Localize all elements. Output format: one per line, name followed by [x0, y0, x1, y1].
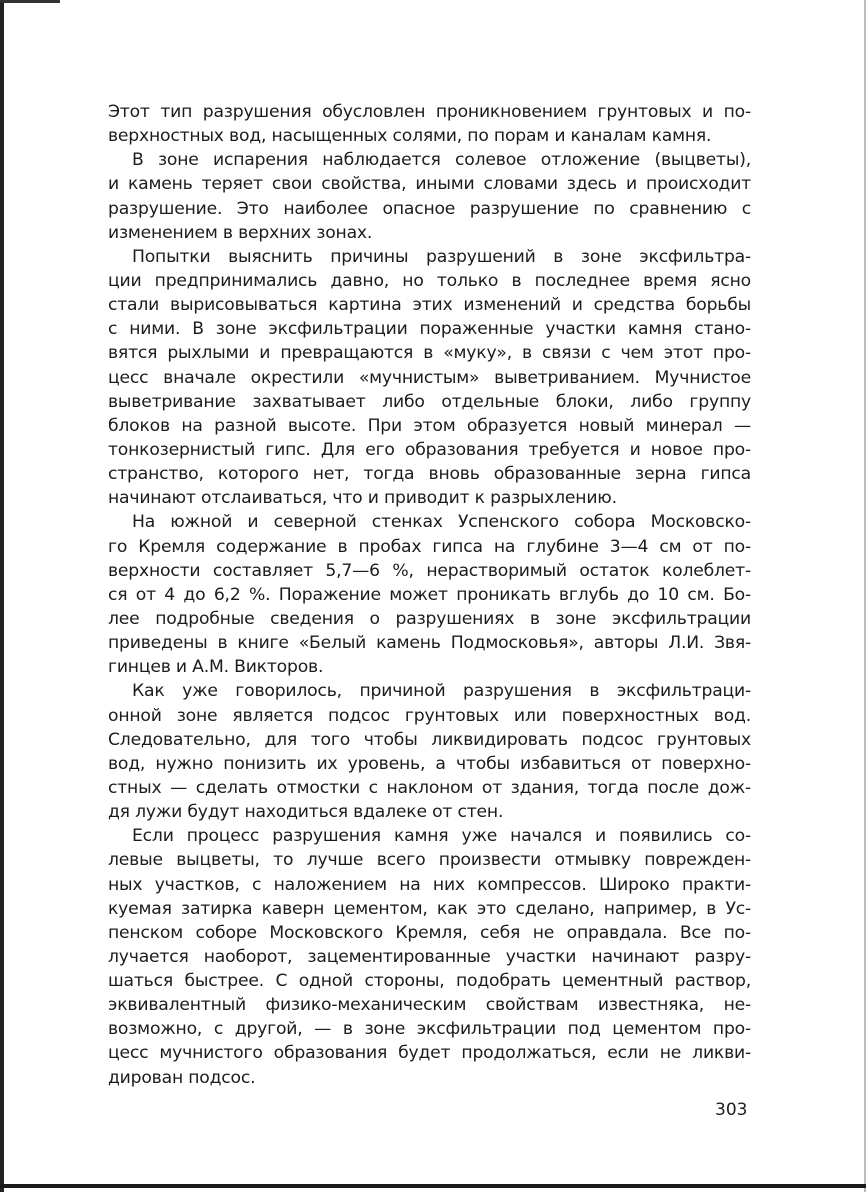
text-line: и камень теряет свои свойства, иными словами здесь и происходит [108, 174, 751, 195]
text-line: онной зоне является подсос грунтовых или поверхностных вод. [108, 705, 751, 726]
scan-edge-top [0, 0, 60, 3]
text-line: шаться быстрее. С одной стороны, подобрать цементный раствор, [108, 971, 751, 992]
paragraph [108, 824, 751, 1090]
text-line: разрушение. Это наиболее опасное разрушение по сравнению с [108, 198, 751, 219]
text-line: вятся рыхлыми и превращаются в «муку», в связи с чем этот про- [108, 343, 751, 364]
text-line: с ними. В зоне эксфильтрации пораженные участки камня стано- [108, 319, 751, 340]
text-line: левые выцветы, то лучше всего произвести отмывку поврежден- [108, 850, 751, 871]
text-line: начинают отслаиваться, что и приводит к разрыхлению. [108, 488, 617, 509]
text-line: Если процесс разрушения камня уже начался и появились со- [132, 826, 751, 847]
text-line: го Кремля содержание в пробах гипса на глубине 3—4 см от по- [108, 536, 751, 557]
page-number: 303 [715, 1100, 748, 1120]
paragraph [108, 148, 751, 245]
paragraph [108, 510, 751, 679]
text-line: стных — сделать отмостки с наклоном от здания, тогда после дож- [108, 777, 751, 798]
text-line: выветривание захватывает либо отдельные блоки, либо группу [108, 391, 751, 412]
text-line: верхности составляет 5,7—6 %, нерастворимый остаток колеблет- [108, 560, 751, 581]
text-line: эквивалентный физико-механическим свойствам известняка, не- [108, 995, 751, 1016]
text-line: цесс мучнистого образования будет продолжаться, если не ликви- [108, 1043, 751, 1064]
text-line: Следовательно, для того чтобы ликвидировать подсос грунтовых [108, 729, 751, 750]
text-line: верхностных вод, насыщенных солями, по порам и каналам камня. [108, 126, 712, 147]
text-line: блоков на разной высоте. При этом образуется новый минерал — [108, 415, 751, 436]
text-line: вод, нужно понизить их уровень, а чтобы избавиться от поверхно- [108, 753, 751, 774]
text-line: В зоне испарения наблюдается солевое отложение (выцветы), [132, 150, 751, 171]
text-line: Попытки выяснить причины разрушений в зоне эксфильтра- [132, 246, 751, 267]
paragraph [108, 100, 751, 148]
paragraph [108, 245, 751, 511]
text-line: ции предпринимались давно, но только в последнее время ясно [108, 270, 751, 291]
scan-edge-left [0, 0, 4, 1192]
text-line: тонкозернистый гипс. Для его образования требуется и новое про- [108, 439, 751, 460]
body-text [108, 100, 751, 1090]
text-line: странство, которого нет, тогда вновь образованные зерна гипса [108, 464, 751, 485]
text-line: Как уже говорилось, причиной разрушения в эксфильтраци- [132, 681, 751, 702]
text-line: изменением в верхних зонах. [108, 222, 373, 243]
text-line: возможно, с другой, — в зоне эксфильтрации под цементом про- [108, 1019, 751, 1040]
text-line: пенском соборе Московского Кремля, себя не оправдала. Все по- [108, 922, 751, 943]
text-line: дя лужи будут находиться вдалеке от стен. [108, 802, 504, 823]
scan-edge-bottom [0, 1184, 866, 1188]
text-line: гинцев и А.М. Викторов. [108, 657, 324, 678]
text-line: цесс вначале окрестили «мучнистым» выветриванием. Мучнистое [108, 367, 751, 388]
text-line: приведены в книге «Белый камень Подмосковья», авторы Л.И. Звя- [108, 633, 751, 654]
text-line: стали вырисовываться картина этих изменений и средства борьбы [108, 295, 751, 316]
text-line: куемая затирка каверн цементом, как это сделано, например, в Ус- [108, 898, 751, 919]
paragraph [108, 679, 751, 824]
text-line: лучается наоборот, зацементированные участки начинают разру- [108, 946, 751, 967]
text-line: лее подробные сведения о разрушениях в зоне эксфильтрации [108, 608, 751, 629]
text-line: ся от 4 до 6,2 %. Поражение может проникать вглубь до 10 см. Бо- [108, 584, 751, 605]
text-line: ных участков, с наложением на них компрессов. Широко практи- [108, 874, 751, 895]
text-line: Этот тип разрушения обусловлен проникновением грунтовых и по- [108, 102, 751, 122]
text-line: На южной и северной стенках Успенского собора Московско- [132, 512, 751, 533]
text-line: дирован подсос. [108, 1067, 256, 1088]
